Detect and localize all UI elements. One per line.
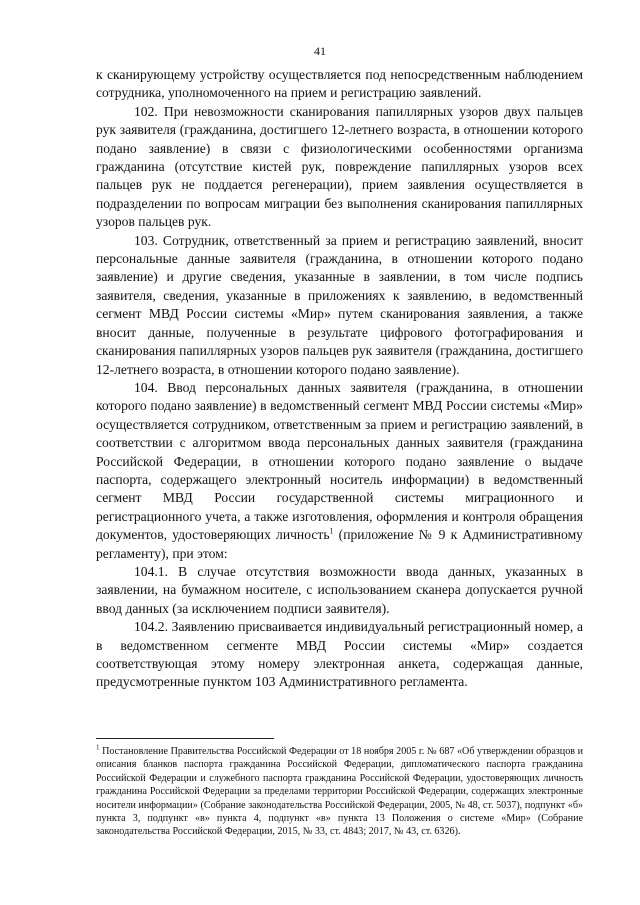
footnote-text: Постановление Правительства Российской Федерации от 18 ноября 2005 г. № 687 «Об утверждении образцов и описания бланков паспорта гражданина Российской Федерации, дипломатического паспорта гражданина Российской Федерации и служебного паспорта гражданина Российской Федерации, удостоверяющих личность гражданина Российской Федерации за пределами территории Российской Федерации, содержащих электронные носители информации» (Собрание законодательства Российской Федерации, 2005, № 48, ст. 5037), подпункт «б» пункта 3, подпункт «в» пункта 4, подпункт «в» пункта 13 Положения о системе «Мир» (Собрание законодательства Российской Федерации, 2015, № 33, ст. 4843; 2017, № 43, ст. 6326).	[96, 746, 583, 838]
paragraph-102: 102. При невозможности сканирования папиллярных узоров двух пальцев рук заявителя (гражданина, достигшего 12-летнего возраста, в отношении которого подано заявление) в связи с физиологическими особенностями организма гражданина (отсутствие кистей рук, повреждение папиллярных узоров всех пальцев рук не поддается регенерации), прием заявления осуществляется в подразделении по вопросам миграции без выполнения сканирования папиллярных узоров пальцев рук.	[96, 103, 583, 230]
paragraph-104-tail: (приложение № 9 к Административному регламенту), при этом:	[96, 527, 583, 561]
document-body	[96, 66, 583, 692]
paragraph-104	[96, 379, 583, 563]
paragraph-continuation: к сканирующему устройству осуществляется под непосредственным наблюдением сотрудника, уполномоченного на прием и регистрацию заявлений.	[96, 67, 583, 101]
paragraph-104-text: 104. Ввод персональных данных заявителя (гражданина, в отношении которого подано заявление) в ведомственный сегмент МВД России системы «Мир» осуществляется сотрудником, ответственным за прием и регистрацию заявлений, в соответствии с алгоритмом ввода персональных данных заявителя (гражданина Российской Федерации, в отношении которого подано заявление о выдаче паспорта, содержащего электронный носитель информации) в ведомственный сегмент МВД России государственной системы миграционного и регистрационного учета, а также изготовления, оформления и контроля обращения документов, удостоверяющих личность	[96, 379, 583, 543]
footnote-reference: 1	[329, 526, 334, 536]
footnote-divider	[96, 738, 274, 739]
footnote	[96, 745, 583, 839]
footnote-marker: 1	[96, 743, 100, 752]
paragraph-104-1: 104.1. В случае отсутствия возможности ввода данных, указанных в заявлении, на бумажном носителе, с использованием сканера допускается ручной ввод данных (за исключением подписи заявителя).	[96, 563, 583, 616]
page-number: 41	[314, 44, 326, 58]
paragraph-103: 103. Сотрудник, ответственный за прием и регистрацию заявлений, вносит персональные данные заявителя (гражданина, в отношении которого подано заявление) и другие сведения, указанные в заявлении, в том числе подпись заявителя, сведения, указанные в приложениях к заявлению, в ведомственный сегмент МВД России системы «Мир» путем сканирования заявления, а также вносит данные, полученные в результате цифрового фотографирования и сканирования папиллярных узоров пальцев рук заявителя (гражданина, достигшего 12-летнего возраста, в отношении которого подано заявление).	[96, 232, 583, 377]
paragraph-104-2: 104.2. Заявлению присваивается индивидуальный регистрационный номер, а в ведомственном сегменте МВД России системы «Мир» создается соответствующая этому номеру электронная анкета, содержащая данные, предусмотренные пунктом 103 Административного регламента.	[96, 619, 583, 690]
